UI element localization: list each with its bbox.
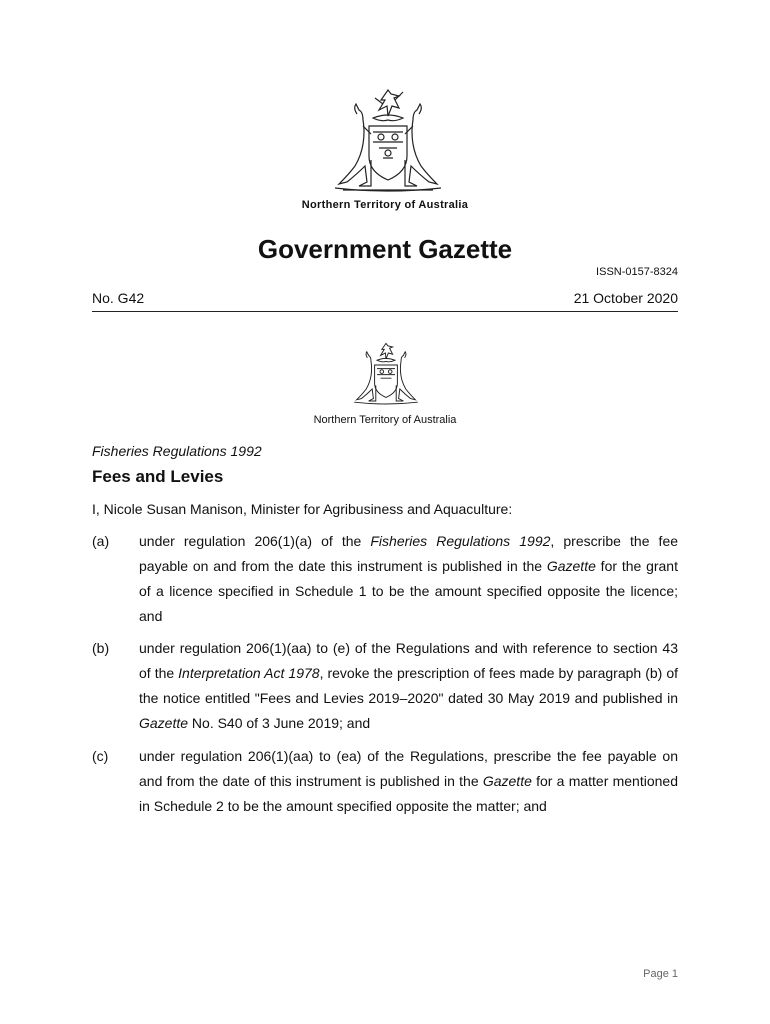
header-divider (92, 311, 678, 312)
item-label: (c) (92, 748, 109, 764)
item-text: under regulation 206(1)(aa) to (ea) of the Regulations, prescribe the fee payable on and from the date of this instrument is published in the Gazette for a matter mentioned in Schedule 2 to be the amount specified opposite the matter; and (139, 748, 678, 814)
notice-item-a (92, 529, 678, 629)
item-text: under regulation 206(1)(aa) to (e) of the Regulations and with reference to section 43 of the Interpretation Act 1978, revoke the prescription of fees made by paragraph (b) of the notice entitled "Fees and Levies 2019–2020" dated 30 May 2019 and published in Gazette No. S40 of 3 June 2019; and (139, 640, 678, 731)
minister-intro: I, Nicole Susan Manison, Minister for Agribusiness and Aquaculture: (92, 501, 513, 517)
notice-jurisdiction-label: Northern Territory of Australia (313, 414, 457, 426)
notice-heading: Fees and Levies (92, 467, 224, 486)
coat-of-arms-emblem-small (340, 341, 432, 407)
issn-number: ISSN-0157-8324 (596, 266, 678, 278)
jurisdiction-label: Northern Territory of Australia (301, 199, 469, 211)
notice-item-b (92, 636, 678, 736)
item-label: (a) (92, 533, 110, 549)
coat-of-arms-emblem (313, 86, 463, 196)
gazette-number: No. G42 (92, 290, 145, 306)
page-number: Page 1 (643, 968, 678, 980)
notice-item-c (92, 744, 678, 819)
item-label: (b) (92, 640, 110, 656)
gazette-date: 21 October 2020 (573, 290, 678, 306)
gazette-title: Government Gazette (257, 234, 513, 264)
regulations-title: Fisheries Regulations 1992 (92, 443, 262, 459)
item-text: under regulation 206(1)(a) of the Fisheries Regulations 1992, prescribe the fee payable on and from the date this instrument is published in the Gazette for the grant of a licence specified in Schedule 1 to be the amount specified opposite the licence; and (139, 533, 679, 624)
